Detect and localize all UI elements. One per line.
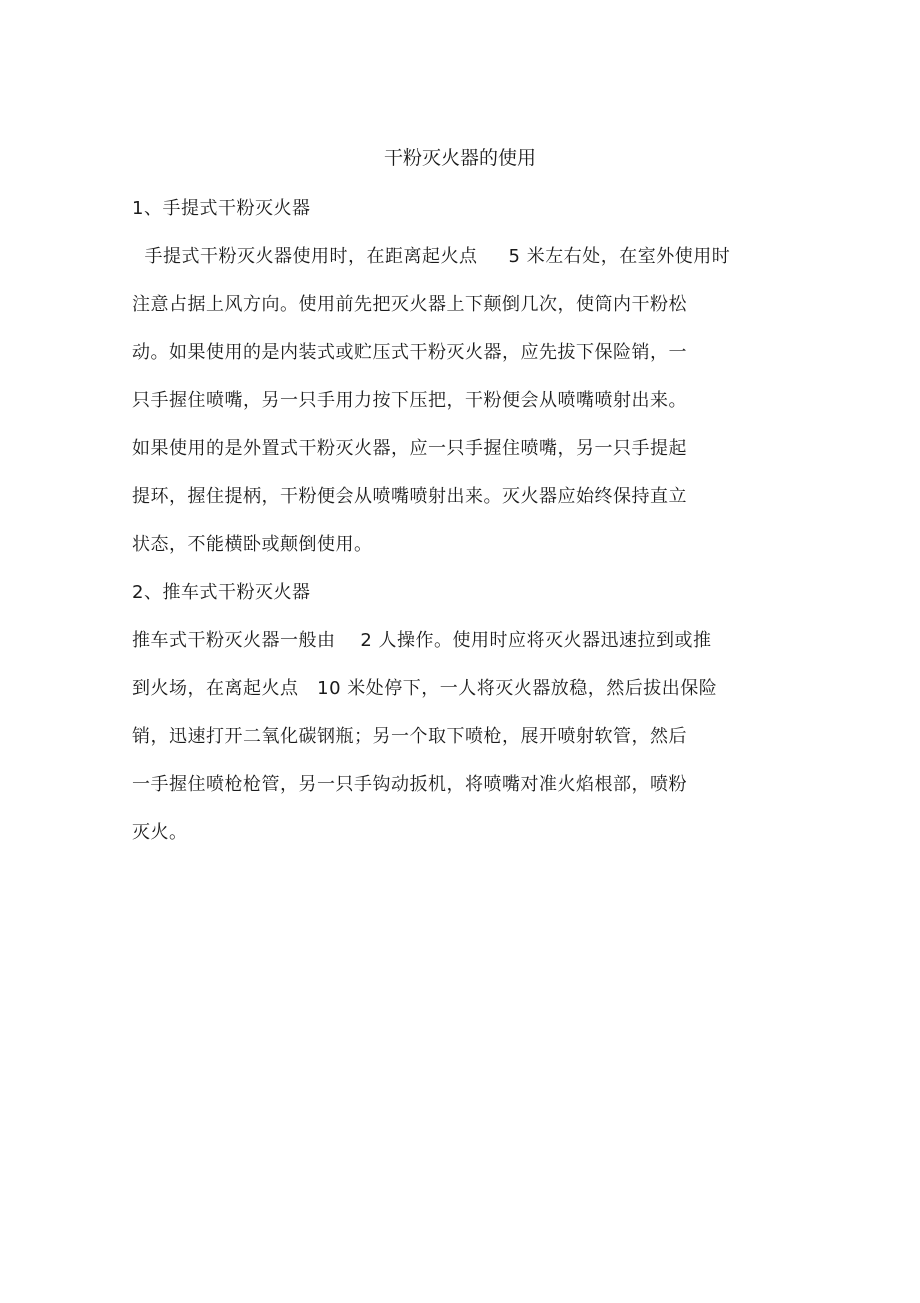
paragraph-line: 只手握住喷嘴，另一只手用力按下压把，干粉便会从喷嘴喷射出来。 [132,390,687,411]
paragraph-line: 到火场，在离起火点 10 米处停下，一人将灭火器放稳，然后拔出保险 [132,678,718,699]
document-title: 干粉灭火器的使用 [383,147,536,169]
paragraph-line: 提环，握住提柄，干粉便会从喷嘴喷射出来。灭火器应始终保持直立 [132,486,687,507]
section-heading-handheld: 1、手提式干粉灭火器 [132,198,311,219]
paragraph-line: 灭火。 [132,822,188,843]
section-heading-cart: 2、推车式干粉灭火器 [132,582,311,603]
paragraph-line: 一手握住喷枪枪管，另一只手钩动扳机，将喷嘴对准火焰根部，喷粉 [132,774,687,795]
paragraph-line: 手提式干粉灭火器使用时，在距离起火点 5 米左右处，在室外使用时 [132,246,731,267]
paragraph-line: 动。如果使用的是内装式或贮压式干粉灭火器，应先拔下保险销，一 [132,342,687,363]
paragraph-line: 销，迅速打开二氧化碳钢瓶；另一个取下喷枪，展开喷射软管，然后 [132,726,687,747]
paragraph-line: 推车式干粉灭火器一般由 2 人操作。使用时应将灭火器迅速拉到或推 [132,630,712,651]
paragraph-line: 状态，不能横卧或颠倒使用。 [132,534,373,555]
paragraph-line: 注意占据上风方向。使用前先把灭火器上下颠倒几次，使筒内干粉松 [132,294,687,315]
paragraph-line: 如果使用的是外置式干粉灭火器，应一只手握住喷嘴，另一只手提起 [132,438,687,459]
